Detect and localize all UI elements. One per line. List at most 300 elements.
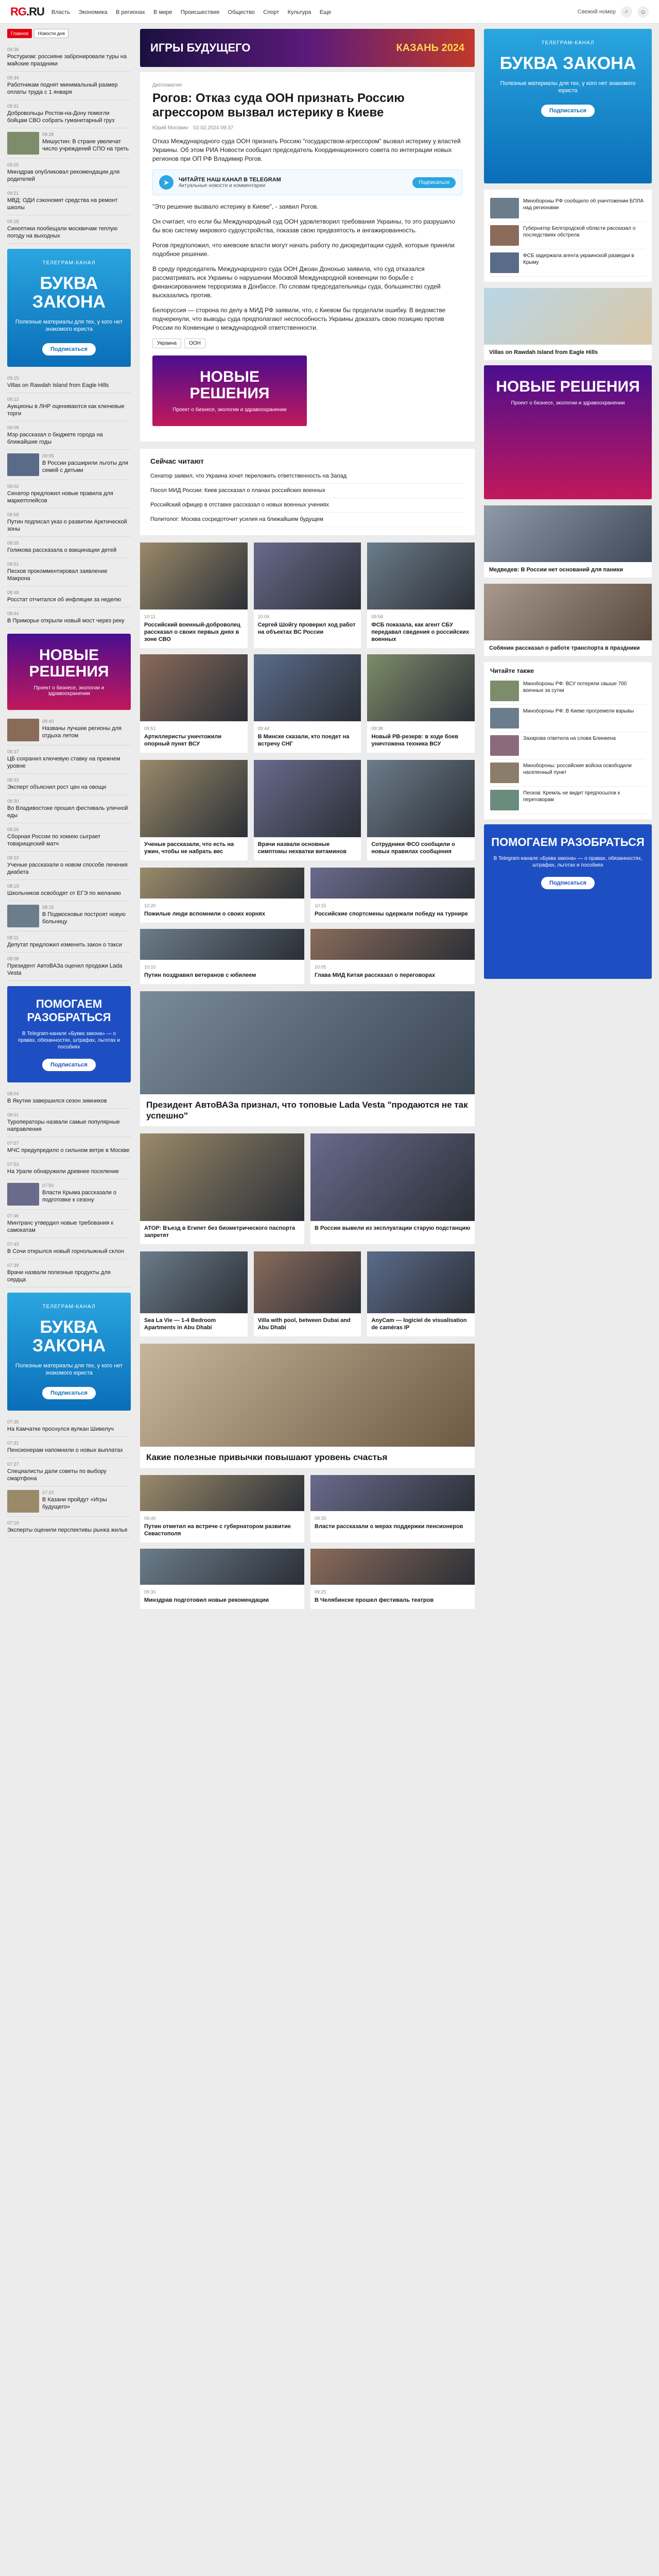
article-title: Рогов: Отказ суда ООН признать Россию агрессором вызвал истерику в Киеве — [152, 91, 405, 120]
feed-time: 09:28 — [42, 132, 54, 137]
big-story-title: Президент АвтоВАЗа признал, что топовые Lada Vesta "продаются не так успешно" — [146, 1100, 468, 1121]
telegram-banner[interactable] — [7, 249, 131, 367]
news-card[interactable] — [140, 929, 304, 984]
article-author[interactable]: Юрий Москвин — [152, 125, 188, 131]
feed-time: 07:23 — [42, 1490, 54, 1495]
read-also-text: Минобороны РФ: ВСУ потеряли свыше 700 военных за сутки — [523, 681, 627, 693]
read-also-item[interactable] — [490, 705, 646, 732]
news-card-caption — [367, 609, 475, 648]
now-reading-block — [140, 449, 475, 535]
feed-item[interactable] — [7, 159, 131, 187]
telegram-promo-title: ЧИТАЙТЕ НАШ КАНАЛ В TELEGRAM — [179, 176, 281, 183]
feed-item[interactable] — [7, 372, 131, 393]
feed-time: 09:12 — [7, 397, 19, 402]
feed-item[interactable] — [7, 1517, 131, 1538]
news-feed — [7, 43, 131, 1538]
news-card-caption — [140, 1511, 304, 1543]
ads-grid — [140, 1251, 475, 1336]
news-card-title: Врачи назвали основные симптомы нехватки витаминов — [257, 841, 346, 855]
feed-title: Работникам поднят минимальный размер оплаты труда с 1 января — [7, 82, 118, 95]
nav-item[interactable]: Власть — [51, 9, 71, 15]
subscribe-button[interactable]: Подписаться — [42, 343, 96, 355]
news-card-title: Villa with pool, between Dubai and Abu Dhabi — [257, 1317, 351, 1331]
now-reading-item[interactable]: Посол МИД России: Киев рассказал о планах российских военных — [150, 484, 464, 498]
nav-item[interactable]: Культура — [287, 9, 311, 15]
feed-item[interactable] — [7, 1179, 131, 1210]
feed-item[interactable] — [7, 852, 131, 880]
news-card-title: Российский военный-доброволец рассказал о своих первых днях в зоне СВО — [144, 622, 240, 642]
news-card-caption — [140, 609, 248, 648]
read-also-item[interactable] — [490, 787, 646, 814]
feed-title: Власти Крыма рассказали о подготовке к сезону — [42, 1190, 116, 1203]
news-card-image — [310, 1475, 475, 1511]
feed-title: В Якутии завершился сезон зимников — [7, 1098, 107, 1104]
news-card-image — [367, 543, 475, 609]
feed-item[interactable] — [7, 1238, 131, 1259]
tag[interactable]: ООН — [184, 338, 205, 348]
nav-item[interactable]: Еще — [319, 9, 332, 15]
news-card-image — [140, 654, 248, 721]
feed-time: 08:22 — [7, 855, 19, 860]
help-banner[interactable] — [484, 824, 652, 979]
feed-title: В Казани пройдут «Игры будущего» — [42, 1497, 107, 1510]
news-card[interactable] — [254, 654, 361, 753]
feed-time: 08:40 — [42, 719, 54, 724]
help-banner-text: В Telegram-канале «Буква закона» — о правах, обязанностях, штрафах, льготах и пособиях — [493, 856, 643, 868]
feed-title: Villas on Rawdah Island from Eagle Hills — [7, 382, 109, 388]
news-card-time: 09:58 — [371, 614, 383, 619]
nav-item[interactable]: В мире — [153, 9, 172, 15]
big-story[interactable] — [140, 991, 475, 1126]
article-paragraph: В среду председатель Международного суда ООН Джоан Донохью заявила, что суд отказался рассматривать иск Украины о нарушении Москвой Международной конвенции по борьбе с финансированием терроризма в Донбассе. По словам председательницы суда, большинство судей высказались против. — [152, 265, 441, 299]
feed-item[interactable] — [7, 537, 131, 558]
feed-thumbnail — [7, 132, 39, 155]
big-story-2-title: Какие полезные привычки повышают уровень счастья — [146, 1452, 388, 1462]
feed-item[interactable] — [7, 558, 131, 586]
feed-title: Пенсионерам напомнили о новых выплатах — [7, 1447, 123, 1453]
feed-title: Добровольцы Ростов-на-Дону помогли бойцам СВО собрать гуманитарный груз — [7, 110, 115, 124]
feed-title: Ростуризм: россияне забронировали туры на майские праздники — [7, 54, 127, 67]
feed-title: Сенатор предложил новые правила для маркетплейсов — [7, 490, 113, 504]
read-also-item[interactable] — [490, 759, 646, 787]
article-paragraph: "Это решение вызвало истерику в Киеве", - заявил Рогов. — [152, 203, 319, 210]
feed-title: Росстат отчитался об инфляции за неделю — [7, 597, 122, 603]
news-grid — [140, 543, 475, 753]
article-paragraph: Рогов предположил, что киевские власти могут начать работу по дискредитации судей, которые приняли подобное решение. — [152, 242, 455, 258]
feed-time: 07:43 — [7, 1242, 19, 1247]
news-card-image — [254, 543, 361, 609]
feed-item[interactable] — [7, 586, 131, 607]
news-card-time: 10:11 — [144, 614, 155, 619]
news-card-image — [140, 1133, 304, 1221]
site-logo[interactable]: RG.RU — [10, 5, 44, 18]
news-card-title: Новый РВ-резерв: в ходе боев уничтожена техника ВСУ — [371, 734, 459, 747]
news-card[interactable] — [140, 1475, 304, 1543]
feed-item[interactable] — [7, 774, 131, 795]
article-paragraph: Белоруссия — сторона по делу в МИД РФ заявили, что, с Киевом бы проделали ошибку. В ведомстве подчеркнули, что выводы суда предполагают неспособность Украины доказать свою позицию против России по Конвенции о международной ответственности. — [152, 307, 446, 331]
news-card-image — [310, 868, 475, 899]
news-card[interactable] — [310, 868, 475, 923]
solutions-banner[interactable] — [484, 365, 652, 499]
feed-time: 08:55 — [7, 540, 19, 546]
feed-item[interactable] — [7, 1137, 131, 1158]
nav-item[interactable]: В регионах — [115, 9, 145, 15]
subscribe-button[interactable]: Подписаться — [42, 1059, 96, 1071]
tab-news-day[interactable]: Новости дня — [34, 29, 68, 38]
feed-time: 08:04 — [7, 1091, 19, 1096]
news-card-title: Пожилые люди вспомнили о своих корнях — [144, 911, 265, 917]
now-reading-item[interactable]: Сенатор заявил, что Украина хочет переложить ответственность на Запад — [150, 469, 464, 484]
news-card-image — [140, 868, 304, 899]
read-also-block — [484, 662, 652, 819]
news-card-image — [310, 929, 475, 960]
feed-time: 08:15 — [42, 905, 54, 910]
solutions-banner-title: НОВЫЕ РЕШЕНИЯ — [496, 378, 640, 395]
news-card-title: Ученые рассказали, что есть на ужин, чтобы не набрать вес — [144, 841, 234, 855]
feed-item[interactable] — [7, 187, 131, 215]
news-grid-4 — [140, 1475, 475, 1609]
subscribe-button[interactable]: Подписаться — [541, 105, 595, 117]
feed-item[interactable] — [7, 215, 131, 244]
news-card[interactable] — [140, 760, 248, 860]
news-thumbnail — [490, 735, 519, 756]
promo-image — [484, 584, 652, 640]
feed-title: Мэр рассказал о бюджете города на ближайшие годы — [7, 432, 103, 445]
telegram-promo[interactable] — [152, 170, 462, 195]
villas-image — [484, 288, 652, 345]
feed-time: 08:19 — [7, 884, 19, 889]
news-card-caption — [140, 837, 248, 860]
feed-item[interactable] — [7, 393, 131, 421]
feed-item[interactable] — [7, 823, 131, 852]
feed-thumbnail — [7, 1183, 39, 1206]
feed-title: Депутат предложил изменить закон о такси — [7, 942, 122, 948]
read-also-item[interactable] — [490, 732, 646, 759]
telegram-icon: ➤ — [159, 175, 174, 190]
games-banner-title: ИГРЫ БУДУЩЕГО — [150, 41, 251, 54]
feed-item[interactable] — [7, 509, 131, 537]
current-issue-link[interactable]: Свежий номер — [577, 8, 616, 15]
read-also-text: Песков: Кремль не видит предпосылок к переговорам — [523, 790, 620, 803]
subscribe-button[interactable]: Подписаться — [412, 177, 456, 188]
feed-thumbnail — [7, 1490, 39, 1513]
news-card[interactable] — [310, 929, 475, 984]
feed-title: Минздрав опубликовал рекомендации для родителей — [7, 169, 120, 182]
health-grid — [140, 760, 475, 860]
promo-card[interactable] — [484, 584, 652, 656]
feed-time: 09:21 — [7, 191, 19, 196]
center-column — [140, 29, 475, 1609]
news-card-image — [140, 1475, 304, 1511]
big-story-2[interactable] — [140, 1344, 475, 1468]
news-card-title: В Минске сказали, кто поедет на встречу СНГ — [257, 734, 350, 747]
news-card[interactable] — [367, 1251, 475, 1336]
feed-title: Врачи назвали полезные продукты для сердца — [7, 1269, 111, 1283]
right-news-item[interactable] — [490, 195, 646, 222]
news-card-caption — [310, 960, 475, 984]
feed-title: Песков прокомментировал заявление Макрона — [7, 568, 108, 582]
feed-title: В России расширили льготы для семей с детьми — [42, 460, 128, 473]
right-news-title: ФСБ задержала агента украинской разведки в Крыму — [523, 253, 634, 265]
feed-item[interactable] — [7, 1416, 131, 1437]
solutions-banner-text: Проект о бизнесе, экологии и здравоохранении — [511, 400, 625, 406]
news-card-caption — [254, 721, 361, 753]
news-thumbnail — [490, 762, 519, 783]
telegram-banner-kicker: ТЕЛЕГРАМ-КАНАЛ — [42, 260, 96, 266]
villas-title: Villas on Rawdah Island from Eagle Hills — [489, 349, 598, 355]
feed-title: Эксперт объяснил рост цен на овощи — [7, 784, 107, 790]
news-card[interactable] — [310, 1549, 475, 1609]
feed-time: 08:51 — [7, 562, 19, 567]
article-tags — [152, 338, 462, 348]
villas-promo[interactable] — [484, 288, 652, 360]
feed-item[interactable] — [7, 450, 131, 480]
nav-item[interactable]: Общество — [228, 9, 255, 15]
news-card[interactable] — [140, 1133, 304, 1244]
feed-time: 09:05 — [42, 453, 54, 459]
feed-item[interactable] — [7, 128, 131, 159]
feed-time: 07:46 — [7, 1213, 19, 1218]
feed-time: 09:18 — [7, 219, 19, 224]
feed-title: На Камчатке проснулся вулкан Шивелуч — [7, 1426, 114, 1432]
news-card[interactable] — [140, 654, 248, 753]
feed-item[interactable] — [7, 1210, 131, 1238]
news-card[interactable] — [140, 868, 304, 923]
news-card-caption — [367, 1313, 475, 1336]
games-banner-city: КАЗАНЬ 2024 — [396, 42, 464, 54]
news-card-title: Минздрав подготовил новые рекомендации — [144, 1597, 269, 1603]
feed-time: 07:50 — [42, 1183, 54, 1188]
feed-thumbnail — [7, 905, 39, 927]
news-card-title: Сотрудники ФСО сообщили о новых правилах сообщения — [371, 841, 455, 855]
feed-time: 08:58 — [7, 512, 19, 517]
feed-time: 07:31 — [7, 1440, 19, 1446]
feed-item[interactable] — [7, 1458, 131, 1486]
read-also-title: Читайте также — [490, 667, 534, 674]
news-card-image — [254, 760, 361, 837]
feed-time: 07:53 — [7, 1162, 19, 1167]
feed-title: Ученые рассказали о новом способе лечения диабета — [7, 862, 128, 875]
news-card-title: В России вывели из эксплуатации старую подстанцию — [315, 1225, 471, 1231]
feed-thumbnail — [7, 719, 39, 741]
news-card-image — [367, 654, 475, 721]
feed-time: 09:02 — [7, 484, 19, 489]
feed-item[interactable] — [7, 1088, 131, 1109]
feed-title: Президент АвтоВАЗа оценил продажи Lada Vesta — [7, 963, 123, 976]
telegram-banner-text: Полезные материалы для тех, у кого нет знакомого юриста — [500, 80, 636, 94]
news-card-title: AnyCam — logiciel de visualisation de caméras IP — [371, 1317, 467, 1331]
news-card-image — [254, 1251, 361, 1313]
feed-title: Минтранс утвердил новые требования к самокатам — [7, 1220, 114, 1233]
news-card-time: 09:25 — [315, 1589, 326, 1595]
news-card-title: Власти рассказали о мерах поддержки пенсионеров — [315, 1523, 463, 1530]
news-card-caption — [367, 837, 475, 860]
solutions-banner[interactable] — [7, 634, 131, 710]
help-banner-text: В Telegram-канале «Буква закона» — о правах, обязанностях, штрафах, льготах и пособиях — [18, 1031, 120, 1050]
feed-time: 09:15 — [7, 376, 19, 381]
news-card-time: 10:10 — [144, 964, 156, 970]
promo-card[interactable] — [484, 505, 652, 578]
feed-item[interactable] — [7, 880, 131, 901]
news-thumbnail — [490, 225, 519, 246]
news-card-title: В Челябинске прошел фестиваль театров — [315, 1597, 434, 1603]
news-card-caption — [367, 721, 475, 753]
feed-time: 07:57 — [7, 1141, 19, 1146]
feed-title: Специалисты дали советы по выбору смартфона — [7, 1468, 107, 1482]
news-card-caption — [254, 837, 361, 860]
right-news-item[interactable] — [490, 222, 646, 249]
news-card[interactable] — [140, 1549, 304, 1609]
news-card[interactable] — [254, 760, 361, 860]
telegram-banner-text: Полезные материалы для тех, у кого нет знакомого юриста — [15, 1363, 123, 1376]
news-card-image — [140, 543, 248, 609]
news-card-caption — [254, 609, 361, 641]
telegram-banner-title: БУКВА ЗАКОНА — [32, 1317, 106, 1355]
feed-item[interactable] — [7, 1109, 131, 1137]
news-card[interactable] — [310, 1475, 475, 1543]
feed-title: Синоптики пообещали москвичам теплую погоду на выходных — [7, 226, 118, 239]
news-card[interactable] — [367, 760, 475, 860]
user-icon[interactable]: ☺ — [637, 6, 649, 18]
promo-title: Собянин рассказал о работе транспорта в праздники — [489, 645, 640, 651]
telegram-banner[interactable] — [7, 1293, 131, 1411]
feed-item[interactable] — [7, 931, 131, 953]
feed-item[interactable] — [7, 100, 131, 128]
news-card-image — [367, 1251, 475, 1313]
news-card[interactable] — [310, 1133, 475, 1244]
news-card-time: 09:35 — [315, 1516, 326, 1521]
news-card[interactable] — [140, 543, 248, 648]
right-news-item[interactable] — [490, 249, 646, 277]
feed-item[interactable] — [7, 421, 131, 450]
feed-time: 08:08 — [7, 956, 19, 961]
feed-item[interactable] — [7, 1486, 131, 1517]
news-card-title: ФСБ показала, как агент СБУ передавал сведения о российских военных — [371, 622, 469, 642]
now-reading-item[interactable]: Российский офицер в отставке рассказал о новых военных учениях — [150, 498, 464, 513]
feed-item[interactable] — [7, 901, 131, 931]
telegram-banner-text: Полезные материалы для тех, у кого нет знакомого юриста — [15, 319, 123, 332]
solutions-banner-title: НОВЫЕ РЕШЕНИЯ — [29, 647, 109, 680]
feed-title: МЧС предупредило о сильном ветре в Москве — [7, 1147, 130, 1154]
news-card-time: 09:30 — [144, 1589, 156, 1595]
news-card-time: 09:44 — [257, 726, 270, 731]
news-card-title: Артиллеристы уничтожили опорный пункт ВСУ — [144, 734, 222, 747]
main-nav — [51, 7, 337, 16]
help-banner[interactable] — [7, 986, 131, 1082]
article-paragraph: Отказ Международного суда ООН признать Россию "государством-агрессором" вызвал истерику у властей Украины. Об этом РИА Новости сообщил председатель Координационного совета по интеграции новых регионов при ОП РФ Владимир Рогов. — [152, 138, 461, 162]
promo-image — [484, 505, 652, 562]
feed-item[interactable] — [7, 1259, 131, 1287]
news-card-title: Российские спортсмены одержали победу на турнире — [315, 911, 468, 917]
feed-time: 07:35 — [7, 1419, 19, 1425]
subscribe-button[interactable]: Подписаться — [541, 877, 595, 889]
feed-title: Названы лучшие регионы для отдыха летом — [42, 725, 122, 739]
news-card-time: 10:15 — [315, 903, 326, 908]
news-grid-3 — [140, 1133, 475, 1244]
news-card-title: Сергей Шойгу проверил ход работ на объектах ВС России — [257, 622, 356, 635]
tab-main[interactable]: Главное — [7, 29, 32, 38]
feed-time: 08:33 — [7, 777, 19, 783]
feed-title: Эксперты оценили перспективы рынка жилья — [7, 1527, 128, 1533]
feed-title: Школьников освободят от ЕГЭ по желанию — [7, 890, 121, 896]
breadcrumb[interactable]: Дипломатия — [152, 82, 182, 88]
solutions-banner[interactable] — [152, 355, 307, 426]
feed-title: ЦБ сохранил ключевую ставку на прежнем уровне — [7, 756, 120, 769]
feed-item[interactable] — [7, 1158, 131, 1179]
feed-time: 08:01 — [7, 1112, 19, 1117]
news-card-image — [140, 1251, 248, 1313]
news-thumbnail — [490, 198, 519, 218]
feed-item[interactable] — [7, 43, 131, 72]
solutions-banner-title: НОВЫЕ РЕШЕНИЯ — [189, 368, 270, 402]
news-card-title: Путин поздравил ветеранов с юбилеем — [144, 972, 256, 978]
news-card[interactable] — [254, 1251, 361, 1336]
news-card-caption — [140, 1585, 304, 1609]
news-card[interactable] — [254, 543, 361, 648]
help-banner-title: ПОМОГАЕМ РАЗОБРАТЬСЯ — [27, 997, 111, 1024]
feed-item[interactable] — [7, 1437, 131, 1458]
news-card-image — [310, 1133, 475, 1221]
news-card-caption — [140, 899, 304, 923]
tag[interactable]: Украина — [152, 338, 181, 348]
subscribe-button[interactable]: Подписаться — [42, 1387, 96, 1399]
feed-item[interactable] — [7, 745, 131, 774]
news-card-image — [254, 654, 361, 721]
news-thumbnail — [490, 681, 519, 701]
feed-time: 08:37 — [7, 749, 19, 754]
feed-title: Путин подписал указ о развитии Арктической зоны — [7, 519, 127, 532]
feed-time: 09:31 — [7, 104, 19, 109]
right-news-title: Минобороны РФ сообщило об уничтожении БПЛА над регионами — [523, 198, 644, 211]
nav-item[interactable]: Происшествия — [180, 9, 220, 15]
news-card-time: 09:51 — [144, 726, 156, 731]
news-card-time: 09:38 — [371, 726, 383, 731]
feed-item[interactable] — [7, 715, 131, 745]
nav-item[interactable]: Экономика — [78, 9, 108, 15]
article-paragraph: Он считает, что если бы Международный суд ООН удовлетворил требования Украины, то это разрушило бы всю систему мирового судоустройства, показав свою предвзятость и ангажированность. — [152, 218, 455, 234]
read-also-text: Захарова ответила на слова Блинкена — [523, 736, 616, 741]
feed-item[interactable] — [7, 953, 131, 981]
read-also-item[interactable] — [490, 677, 646, 705]
feed-item[interactable] — [7, 480, 131, 509]
news-card[interactable] — [140, 1251, 248, 1336]
nav-item[interactable]: Спорт — [263, 9, 280, 15]
news-card-time: 09:40 — [144, 1516, 156, 1521]
news-card[interactable] — [367, 654, 475, 753]
feed-title: Аукционы в ЛНР оцениваются как ключевые торги — [7, 403, 125, 417]
news-card[interactable] — [367, 543, 475, 648]
now-reading-item[interactable]: Политолог: Москва сосредоточит усилия на ближайшем будущем — [150, 513, 464, 527]
news-thumbnail — [490, 252, 519, 273]
feed-item[interactable] — [7, 795, 131, 823]
games-banner[interactable] — [140, 29, 475, 67]
feed-time: 07:19 — [7, 1520, 19, 1526]
right-news-list — [484, 190, 652, 282]
left-column — [7, 29, 131, 1538]
feed-time: 07:39 — [7, 1263, 19, 1268]
feed-time: 08:44 — [7, 611, 19, 616]
feed-title: В Приморье открыли новый мост через реку — [7, 618, 125, 624]
search-icon[interactable]: ⌕ — [621, 6, 632, 18]
feed-title: Туроператоры назвали самые популярные направления — [7, 1119, 120, 1132]
feed-item[interactable] — [7, 72, 131, 100]
news-card-caption — [140, 1313, 248, 1336]
telegram-banner[interactable] — [484, 29, 652, 183]
news-card-caption — [254, 1313, 361, 1336]
feed-item[interactable] — [7, 607, 131, 629]
feed-time: 09:34 — [7, 75, 19, 80]
news-card-title: Sea La Vie — 1-4 Bedroom Apartments in Abu Dhabi — [144, 1317, 216, 1331]
